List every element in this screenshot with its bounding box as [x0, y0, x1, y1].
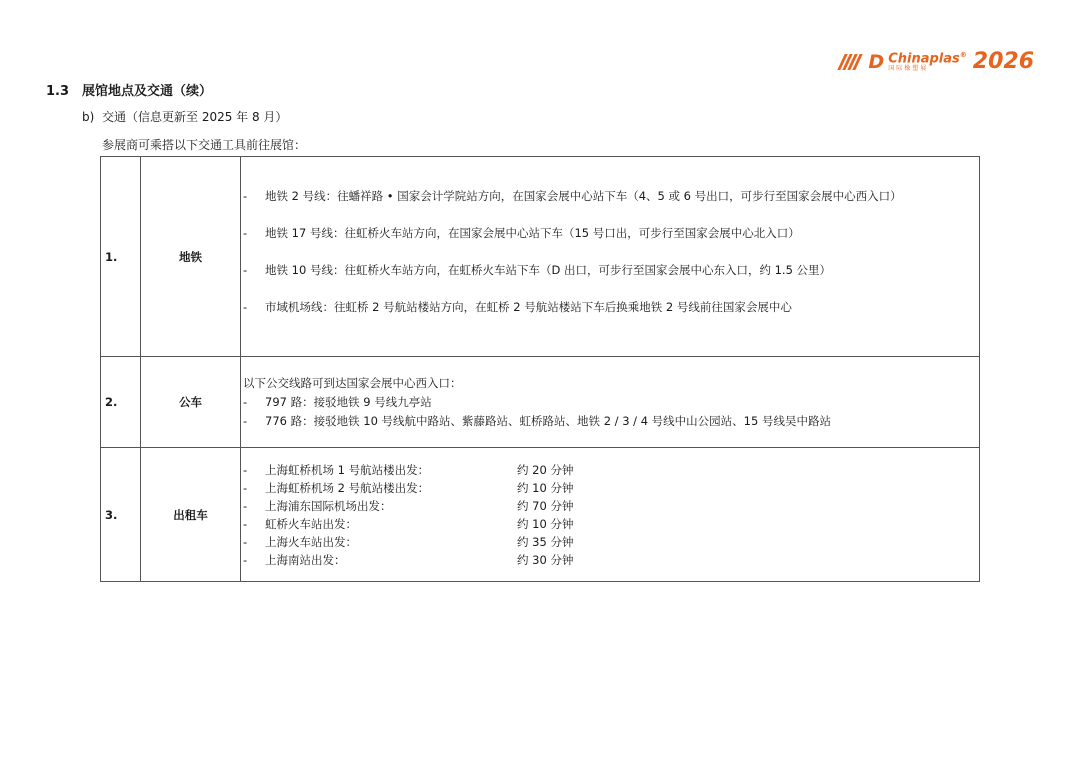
bus-details [241, 357, 980, 448]
list-item: - 上海火车站出发： 约 35 分钟 [243, 535, 574, 549]
section-title [46, 80, 212, 99]
subsection-title-text: 交通（信息更新至 2025 年 8 月） [102, 110, 288, 124]
transport-mode: 出租车 [141, 448, 241, 582]
chinaplas-logo [841, 50, 1034, 74]
list-item: - 地铁 17 号线：往虹桥火车站方向，在国家会展中心站下车（15 号口出，可步行至国家会展中心北入口） [243, 226, 800, 240]
list-item: - 上海南站出发： 约 30 分钟 [243, 553, 574, 567]
logo-d-icon: D [868, 50, 885, 73]
list-item: - 虹桥火车站出发： 约 10 分钟 [243, 517, 574, 531]
list-item: - 上海虹桥机场 1 号航站楼出发： 约 20 分钟 [243, 463, 574, 477]
row-number: 2. [101, 357, 141, 448]
list-item: - 市域机场线：往虹桥 2 号航站楼站方向，在虹桥 2 号航站楼站下车后换乘地铁 2 号线前往国家会展中心 [243, 300, 792, 314]
transport-table [100, 156, 980, 582]
taxi-details [241, 448, 980, 582]
bus-heading: 以下公交线路可到达国家会展中心西入口： [243, 376, 462, 390]
list-item: - 上海浦东国际机场出发： 约 70 分钟 [243, 499, 574, 513]
list-item: - 797 路：接驳地铁 9 号线九亭站 [243, 395, 432, 409]
row-number: 1. [101, 157, 141, 357]
row-number: 3. [101, 448, 141, 582]
table-row-bus [101, 357, 980, 448]
metro-details [241, 157, 980, 357]
logo-brand: Chinaplas® [888, 50, 967, 67]
section-title-text: 展馆地点及交通（续） [82, 84, 213, 99]
transport-mode: 公车 [141, 357, 241, 448]
transport-mode: 地铁 [141, 157, 241, 357]
list-item: - 上海虹桥机场 2 号航站楼出发： 约 10 分钟 [243, 481, 574, 495]
list-item: - 地铁 2 号线：往蟠祥路 • 国家会计学院站方向，在国家会展中心站下车（4、5 或 6 号出口，可步行至国家会展中心西入口） [243, 189, 902, 203]
logo-cn-name: 国际橡塑展 [888, 65, 929, 73]
list-item: - 地铁 10 号线：往虹桥火车站方向，在虹桥火车站下车（D 出口，可步行至国家会展中心东入口，约 1.5 公里） [243, 263, 832, 277]
table-row-taxi [101, 448, 980, 582]
logo-year: 2026 [972, 49, 1034, 74]
list-item: - 776 路：接驳地铁 10 号线航中路站、紫藤路站、虹桥路站、地铁 2 / 3 / 4 号线中山公园站、15 号线吴中路站 [243, 414, 831, 428]
table-row-metro [101, 157, 980, 357]
intro-text: 参展商可乘搭以下交通工具前往展馆： [102, 138, 307, 152]
subsection-title [82, 108, 287, 125]
subsection-letter: b) [82, 110, 95, 124]
section-number: 1.3 [46, 84, 70, 99]
logo-stripes-icon [838, 54, 869, 70]
